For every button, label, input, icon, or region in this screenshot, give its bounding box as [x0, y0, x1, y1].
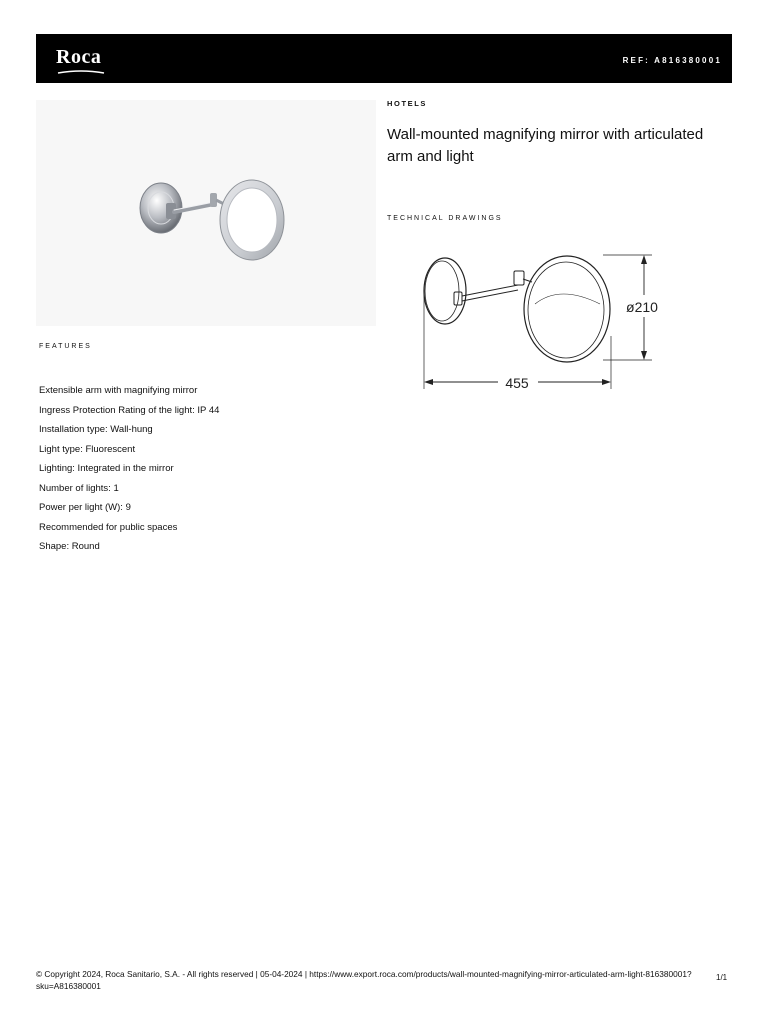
width-dimension: 455: [505, 375, 529, 391]
feature-item: Power per light (W): 9: [39, 502, 131, 513]
feature-item: Recommended for public spaces: [39, 521, 178, 533]
header-bar: [36, 34, 732, 83]
feature-item: Number of lights: 1: [39, 482, 119, 494]
product-reference: REF: A816380001: [622, 56, 722, 65]
feature-item: Lighting: Integrated in the mirror: [39, 463, 174, 474]
feature-item: Installation type: Wall-hung: [39, 424, 153, 435]
logo-swoosh-icon: [57, 69, 105, 75]
product-category: HOTELS: [387, 99, 428, 108]
diameter-dimension: ø210: [626, 299, 658, 315]
brand-logo: Roca: [56, 46, 102, 68]
product-title: Wall-mounted magnifying mirror with articulated arm and light: [387, 126, 704, 165]
features-list: [39, 381, 219, 557]
footer-copyright: © Copyright 2024, Roca Sanitario, S.A. - All rights reserved | 05-04-2024 | https://www.export.roca.com/products/wall-mounted-magnifying-mirror-articulated-arm-light-816380001?sku=A816380001: [36, 969, 692, 991]
feature-item: Light type: Fluorescent: [39, 443, 136, 455]
feature-item: Ingress Protection Rating of the light: IP 44: [39, 404, 220, 416]
page-number: 1/1: [716, 973, 728, 982]
feature-item: Extensible arm with magnifying mirror: [39, 385, 198, 396]
product-photo: [36, 100, 376, 326]
features-label: FEATURES: [39, 343, 92, 350]
technical-drawings-label: TECHNICAL DRAWINGS: [387, 215, 503, 222]
technical-drawing: [410, 244, 670, 394]
feature-item: Shape: Round: [39, 541, 100, 552]
mirror-photo-image: [36, 100, 376, 326]
